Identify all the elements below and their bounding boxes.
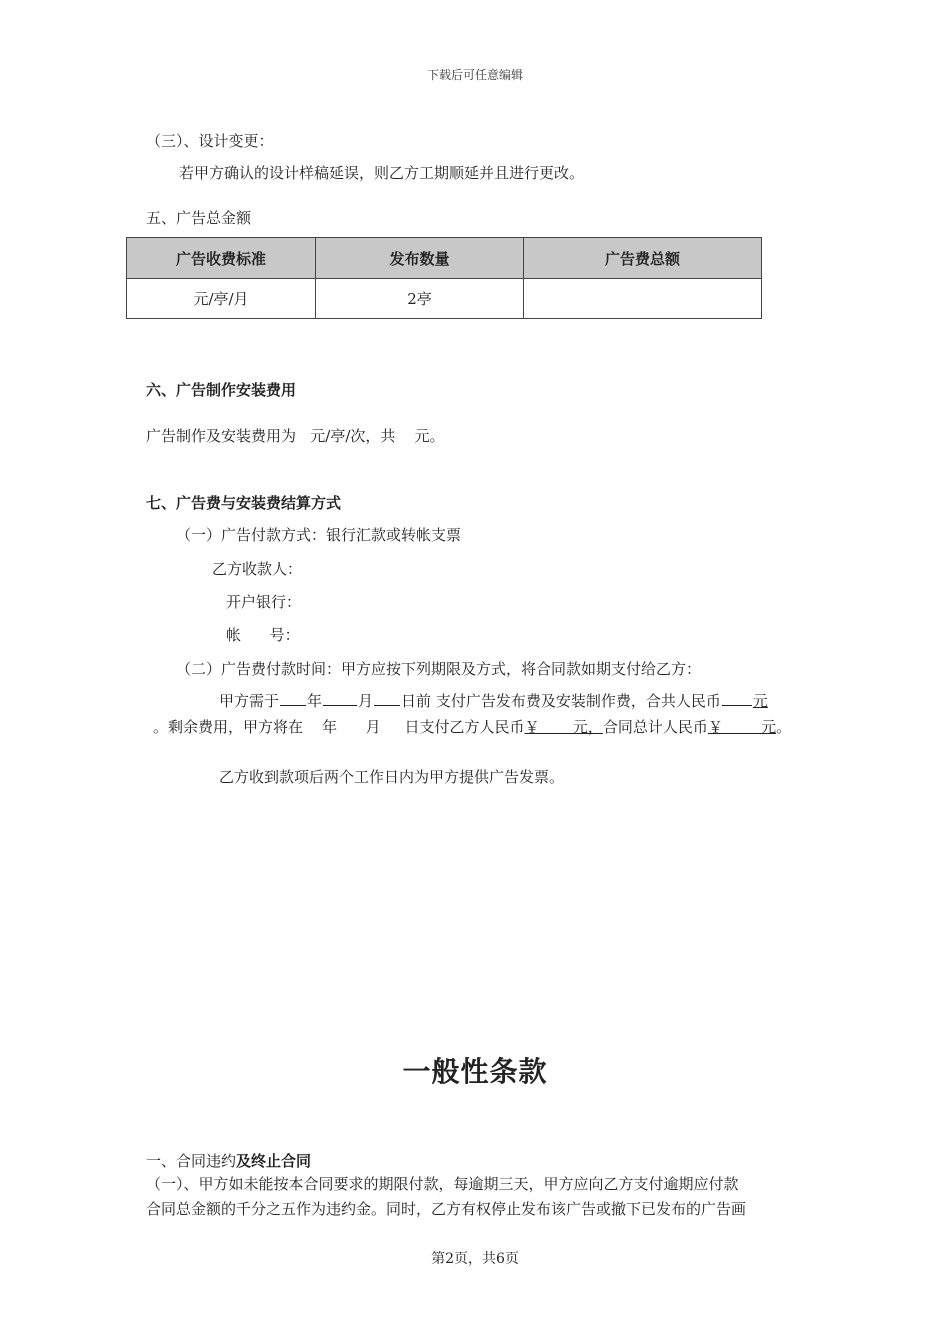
payment-schedule-line-2 [153,716,791,737]
breach-section-title [146,1150,311,1171]
day-blank [374,691,400,706]
fee-table-cell-standard: 元/亭/月 [127,279,316,319]
month-blank [323,691,357,706]
section-total-amount-title: 五、广告总金额 [146,209,252,227]
fee-table-header-standard: 广告收费标准 [127,238,316,279]
payment-deadline-prefix: 甲方需于 [219,692,280,710]
termination-title-part: 及终止合同 [236,1152,312,1170]
section-design-change-text: 若甲方确认的设计样稿延误，则乙方工期顺延并且进行更改。 [179,164,585,182]
contract-total-label: 合同总计人民币 [602,718,708,736]
breach-clause-line-2: 合同总金额的千分之五作为违约金。同时，乙方有权停止发布该广告或撤下已发布的广告画 [146,1200,747,1218]
contract-total-amount: ￥ 元 [707,718,777,736]
currency-unit: 元 [752,692,768,710]
fee-table-header-total: 广告费总额 [524,238,762,279]
fee-table-header-row [127,238,762,279]
page-footer: 第2页，共6页 [431,1251,519,1267]
amount-blank [722,691,752,706]
remaining-amount: ￥ 元， [524,718,603,736]
breach-title-part: 一、合同违约 [146,1152,237,1170]
general-terms-title: 一般性条款 [402,1055,548,1088]
month-label: 月 [358,692,374,710]
section-design-change-title: （三）、设计变更： [146,132,274,150]
bank-label: 开户银行： [226,593,302,611]
sentence-end: 。 [776,718,792,736]
table-row [127,279,762,319]
section-settlement-title: 七、广告费与安装费结算方式 [146,494,342,512]
fee-table-cell-total [524,279,762,319]
section-payment-time: （二）广告费付款时间：甲方应按下列期限及方式，将合同款如期支付给乙方： [176,660,702,678]
year-blank [280,691,306,706]
payment-schedule-line-1 [219,690,768,711]
invoice-text: 乙方收到款项后两个工作日内为甲方提供广告发票。 [219,768,565,786]
fee-table-header-quantity: 发布数量 [316,238,524,279]
account-label: 帐 号： [226,626,300,644]
fee-table [126,237,762,319]
payment-deadline-text: 日前 支付广告发布费及安装制作费，合共人民币 [401,692,721,710]
fee-table-cell-quantity: 2亭 [316,279,524,319]
section-payment-method: （一）广告付款方式：银行汇款或转帐支票 [176,526,462,544]
page-header: 下载后可任意编辑 [426,68,523,82]
section-install-fee-title: 六、广告制作安装费用 [146,381,297,399]
remaining-payment-text: 。剩余费用，甲方将在 年 月 日支付乙方人民币 [153,718,525,736]
payee-label: 乙方收款人： [212,560,303,578]
section-install-fee-text: 广告制作及安装费用为 元/亭/次，共 元。 [146,427,445,445]
breach-clause-line-1: （一）、甲方如未能按本合同要求的期限付款，每逾期三天，甲方应向乙方支付逾期应付款 [146,1175,739,1193]
year-label: 年 [307,692,323,710]
